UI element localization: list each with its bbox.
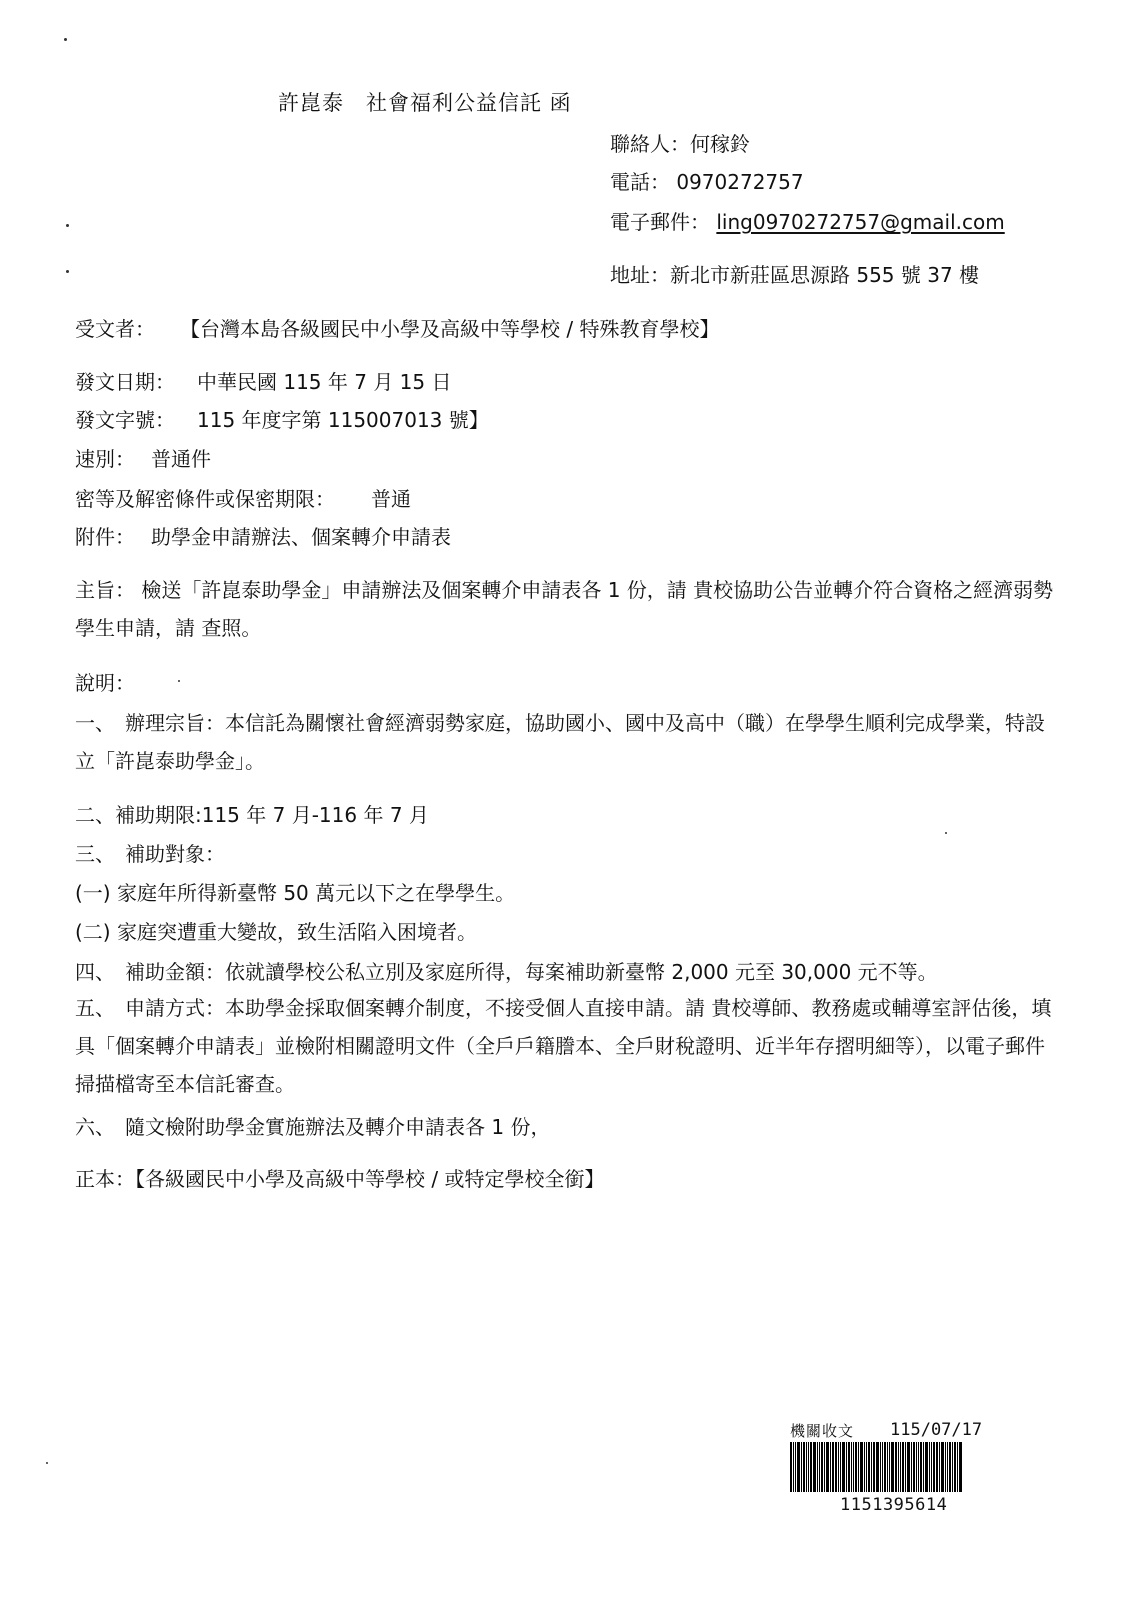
speed-row	[75, 443, 211, 472]
ref-value: 115 年度字第 115007013 號】	[197, 408, 489, 432]
receipt-stamp	[790, 1420, 1000, 1515]
contact-email-link[interactable]: ling0970272757@gmail.com	[716, 210, 1005, 234]
barcode-bar	[835, 1442, 837, 1492]
contact-email	[610, 206, 1005, 235]
scan-speck	[945, 832, 947, 834]
barcode-bar	[853, 1442, 854, 1492]
contact-person-label: 聯絡人：	[610, 132, 690, 156]
contact-person	[610, 128, 750, 157]
barcode-bar	[925, 1442, 928, 1492]
barcode-bar	[871, 1442, 872, 1492]
barcode-bar	[806, 1442, 807, 1492]
recipient-row	[75, 313, 719, 342]
barcode-bar	[801, 1442, 802, 1492]
explanation-item-2: 二、補助期限:115 年 7 月-116 年 7 月	[75, 803, 429, 827]
receipt-stamp-label: 機關收文	[790, 1422, 855, 1440]
barcode-bar	[933, 1442, 935, 1492]
subject-paragraph	[75, 571, 1060, 647]
explanation-item-6: 六、 隨文檢附助學金實施辦法及轉介申請表各 1 份，	[75, 1115, 551, 1139]
barcode-bar	[817, 1442, 818, 1492]
barcode-bar	[918, 1442, 919, 1492]
scan-speck	[66, 224, 69, 227]
barcode-bar	[830, 1442, 831, 1492]
barcode-bar	[873, 1442, 875, 1492]
barcode-bar	[880, 1442, 881, 1492]
barcode-bar	[902, 1442, 904, 1492]
ref-row	[75, 404, 489, 433]
letter-title	[278, 87, 572, 117]
barcode	[790, 1442, 990, 1492]
barcode-bar	[923, 1442, 924, 1492]
barcode-bar	[866, 1442, 867, 1492]
date-row	[75, 366, 452, 395]
barcode-bar	[947, 1442, 948, 1492]
barcode-bar	[838, 1442, 839, 1492]
barcode-bar	[858, 1442, 859, 1492]
speed-label: 速別：	[75, 447, 135, 471]
copy-value: 【各級國民中小學及高級中等學校 / 或特定學校全銜】	[135, 1167, 605, 1191]
barcode-bar	[810, 1442, 812, 1492]
barcode-bar	[913, 1442, 915, 1492]
recipient-value: 【台灣本島各級國民中小學及高級中等學校 / 特殊教育學校】	[180, 317, 720, 341]
barcode-bar	[840, 1442, 841, 1492]
barcode-bar	[797, 1442, 800, 1492]
barcode-bar	[832, 1442, 834, 1492]
subject-label: 主旨：	[75, 578, 135, 602]
barcode-bar	[848, 1442, 850, 1492]
contact-phone-label: 電話：	[610, 170, 670, 194]
barcode-bar	[803, 1442, 805, 1492]
barcode-bar	[895, 1442, 897, 1492]
barcode-bar	[911, 1442, 912, 1492]
barcode-bar	[790, 1442, 792, 1492]
scan-speck	[178, 680, 180, 682]
explanation-subitem-1: (一) 家庭年所得新臺幣 50 萬元以下之在學學生。	[75, 881, 516, 905]
date-label: 發文日期：	[75, 370, 175, 394]
org-suffix: 社會福利公益信託 函	[366, 91, 572, 115]
barcode-bar	[931, 1442, 932, 1492]
barcode-bar	[936, 1442, 938, 1492]
contact-phone-value: 0970272757	[676, 170, 804, 194]
barcode-bar	[920, 1442, 922, 1492]
barcode-bar	[959, 1442, 962, 1492]
barcode-bar	[941, 1442, 944, 1492]
explanation-heading: 說明：	[75, 671, 135, 695]
contact-email-label: 電子郵件：	[610, 210, 710, 234]
barcode-bar	[821, 1442, 823, 1492]
contact-person-value: 何稼鈴	[690, 132, 750, 156]
copy-row	[75, 1163, 604, 1192]
receipt-stamp-date: 115/07/17	[890, 1420, 983, 1440]
barcode-bar	[957, 1442, 958, 1492]
barcode-bar	[884, 1442, 886, 1492]
explanation-subitem-2: (二) 家庭突遭重大變故，致生活陷入困境者。	[75, 920, 477, 944]
barcode-bar	[795, 1442, 796, 1492]
scan-speck	[46, 1462, 48, 1464]
barcode-bar	[891, 1442, 894, 1492]
attachment-value: 助學金申請辦法、個案轉介申請表	[151, 525, 451, 549]
barcode-bar	[889, 1442, 890, 1492]
barcode-bar	[819, 1442, 820, 1492]
subject-text: 檢送「許崑泰助學金」申請辦法及個案轉介申請表各 1 份，請 貴校協助公告並轉介符合資格之經濟弱勢學生申請，請 查照。	[75, 578, 1054, 640]
barcode-bar	[860, 1442, 863, 1492]
barcode-bar	[813, 1442, 816, 1492]
attachment-row	[75, 521, 451, 550]
contact-address	[610, 259, 979, 288]
org-name: 許崑泰	[278, 91, 344, 115]
barcode-bar	[900, 1442, 901, 1492]
barcode-bar	[905, 1442, 906, 1492]
speed-value: 普通件	[151, 447, 211, 471]
barcode-bar	[842, 1442, 845, 1492]
scan-speck	[66, 270, 69, 273]
barcode-bar	[876, 1442, 879, 1492]
secrecy-value: 普通	[371, 487, 411, 511]
barcode-bar	[864, 1442, 865, 1492]
receipt-stamp-number: 1151395614	[840, 1495, 948, 1515]
barcode-bar	[939, 1442, 940, 1492]
explanation-item-4: 四、 補助金額：依就讀學校公私立別及家庭所得，每案補助新臺幣 2,000 元至 30,000 元不等。	[75, 960, 938, 984]
ref-label: 發文字號：	[75, 408, 175, 432]
barcode-bar	[929, 1442, 930, 1492]
explanation-item-3: 三、 補助對象：	[75, 842, 225, 866]
contact-phone	[610, 166, 804, 195]
date-value: 中華民國 115 年 7 月 15 日	[197, 370, 452, 394]
barcode-bar	[952, 1442, 953, 1492]
barcode-bar	[882, 1442, 883, 1492]
barcode-bar	[855, 1442, 857, 1492]
scan-speck	[64, 38, 67, 41]
barcode-bar	[898, 1442, 899, 1492]
barcode-bar	[916, 1442, 917, 1492]
barcode-bar	[851, 1442, 852, 1492]
barcode-bar	[808, 1442, 809, 1492]
barcode-bar	[826, 1442, 829, 1492]
barcode-bar	[887, 1442, 888, 1492]
barcode-bar	[945, 1442, 946, 1492]
secrecy-label: 密等及解密條件或保密期限：	[75, 487, 335, 511]
barcode-bar	[954, 1442, 956, 1492]
copy-label: 正本：	[75, 1167, 135, 1191]
barcode-bar	[846, 1442, 847, 1492]
attachment-label: 附件：	[75, 525, 135, 549]
recipient-label: 受文者：	[75, 317, 155, 341]
barcode-bar	[949, 1442, 951, 1492]
contact-address-value: 新北市新莊區思源路 555 號 37 樓	[670, 263, 980, 287]
barcode-bar	[868, 1442, 870, 1492]
barcode-bar	[793, 1442, 794, 1492]
barcode-bar	[824, 1442, 825, 1492]
barcode-bar	[907, 1442, 910, 1492]
secrecy-row	[75, 483, 411, 512]
explanation-item-5: 五、 申請方式：本助學金採取個案轉介制度，不接受個人直接申請。請 貴校導師、教務處或輔導室評估後，填具「個案轉介申請表」並檢附相關證明文件（全戶戶籍謄本、全戶財稅證明、近半年存摺明細等），以電子郵件掃描檔寄至本信託審查。	[75, 996, 1052, 1096]
contact-address-label: 地址：	[610, 263, 670, 287]
explanation-item-1: 一、 辦理宗旨：本信託為關懷社會經濟弱勢家庭，協助國小、國中及高中（職）在學學生順利完成學業，特設立「許崑泰助學金」。	[75, 711, 1045, 773]
